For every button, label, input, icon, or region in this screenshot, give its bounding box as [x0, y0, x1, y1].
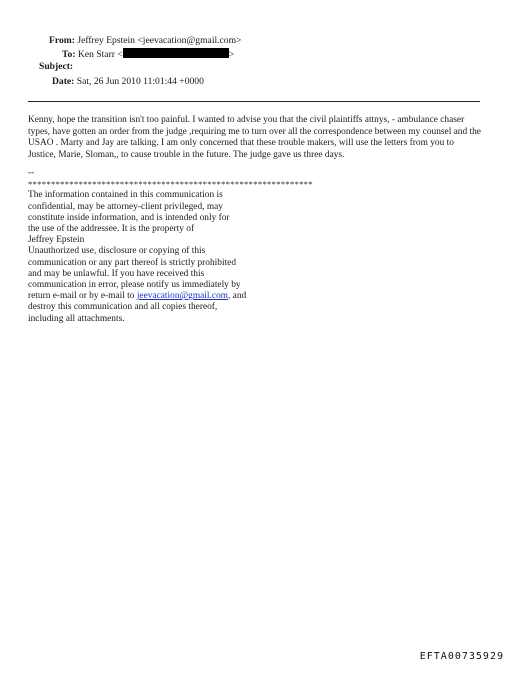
bates-number: EFTA00735929 — [419, 651, 504, 662]
to-line — [62, 48, 234, 61]
subject-line — [39, 61, 73, 73]
email-link[interactable]: jeevacation@gmail.com — [136, 291, 228, 302]
date-label: Date: — [52, 76, 75, 87]
to-value: Ken Starr < — [77, 49, 123, 60]
disclaimer-text-end: , and destroy this communication and all copies thereof, including all attachments. — [28, 291, 247, 324]
signature-block — [28, 168, 313, 325]
signature-dashes: -- — [28, 168, 35, 178]
disclaimer-text: The information contained in this communication is confidential, may be attorney-client privileged, may constitute inside information, and is intended only for the use of the addressee. It is the property of Jeffrey Epstein Unauthorized use, disclosure or copying of this communication or any part thereof is strictly prohibited and may be unlawful. If you have received this communication in error, please notify us immediately by return e-mail or by e-mail to — [28, 190, 241, 302]
signature-stars: ************************************************************** — [28, 179, 314, 190]
from-line — [49, 35, 241, 47]
date-line — [52, 76, 204, 88]
to-end: > — [228, 49, 235, 60]
from-value: Jeffrey Epstein <jeevacation@gmail.com> — [77, 35, 242, 46]
subject-label: Subject: — [39, 61, 74, 72]
redaction-bar — [123, 48, 229, 58]
header-divider — [28, 101, 480, 102]
date-value: Sat, 26 Jun 2010 11:01:44 +0000 — [76, 76, 204, 87]
confidentiality-disclaimer — [28, 190, 313, 324]
to-label: To: — [62, 49, 76, 60]
from-label: From: — [49, 35, 75, 46]
email-body: Kenny, hope the transition isn't too painful. I wanted to advise you that the civil plaintiffs attnys, - ambulance chaser types, have gotten an order from the judge ,requiring me to turn over all the correspondence between my counsel and the USAO . Marty and Jay are talking. I am only concerned that these trouble makers, will use the letters from you to Justice, Marie, Sloman,, to cause trouble in the future. The judge gave us three days. — [28, 115, 481, 160]
